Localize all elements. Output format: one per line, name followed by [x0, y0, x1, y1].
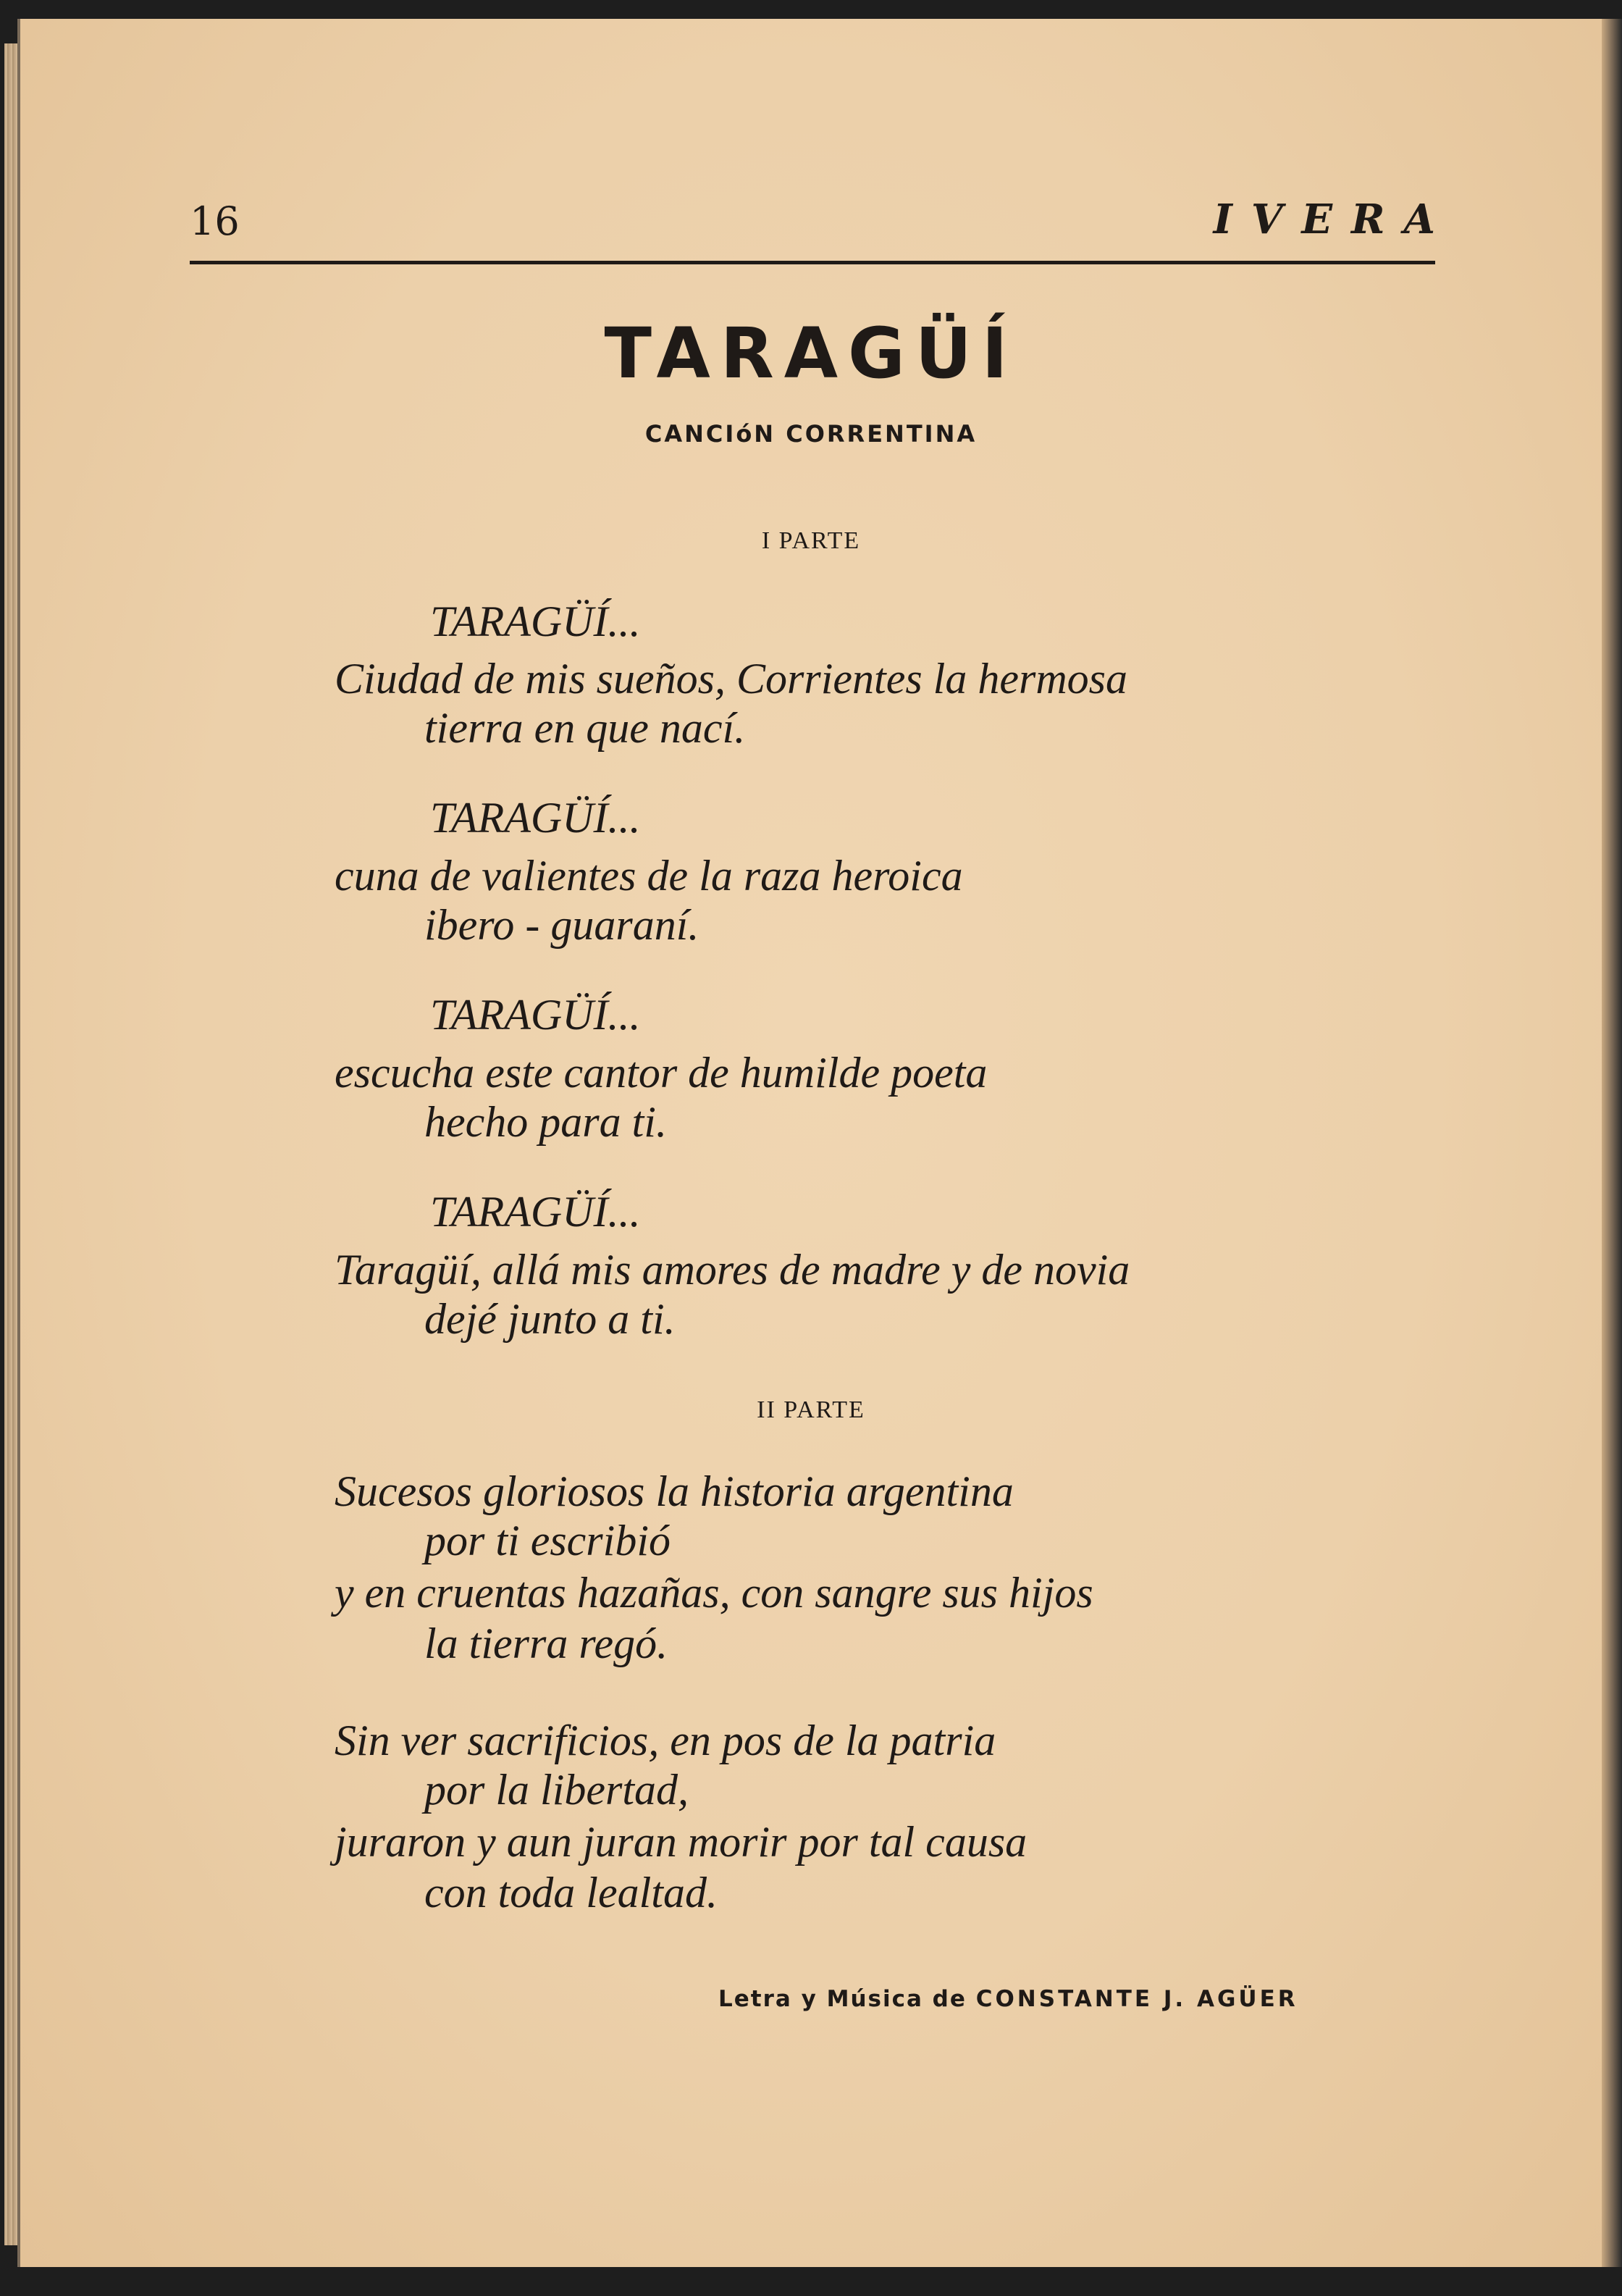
part-two-stanza-2-line-2: por la libertad,	[424, 1766, 689, 1814]
stanza-4-refrain: TARAGÜÍ...	[430, 1188, 641, 1236]
stanza-4-line-2: dejé junto a ti.	[424, 1295, 676, 1343]
page-number: 16	[190, 198, 240, 244]
stanza-2-refrain: TARAGÜÍ...	[430, 794, 641, 842]
stanza-3-line-2: hecho para ti.	[424, 1098, 667, 1146]
stanza-1-line-2: tierra en que nací.	[424, 704, 746, 752]
stanza-1-line-1: Ciudad de mis sueños, Corrientes la hermosa	[335, 655, 1127, 703]
song-credit	[718, 1986, 1298, 2012]
stanza-3-refrain: TARAGÜÍ...	[430, 991, 641, 1039]
part-two-stanza-2-line-1: Sin ver sacrificios, en pos de la patria	[335, 1717, 996, 1764]
part-two-stanza-2-line-4: con toda lealtad.	[424, 1869, 718, 1916]
page-header	[190, 196, 1454, 264]
stanza-2-line-1: cuna de valientes de la raza heroica	[335, 852, 963, 900]
running-head: IVERA	[1213, 196, 1454, 243]
stanza-4-line-1: Taragüí, allá mis amores de madre y de novia	[335, 1246, 1130, 1294]
stanza-1-refrain: TARAGÜÍ...	[430, 598, 641, 645]
part-two-stanza-1-line-3: y en cruentas hazañas, con sangre sus hijos	[335, 1569, 1093, 1617]
stanza-3-line-1: escucha este cantor de humilde poeta	[335, 1049, 988, 1097]
part-two-stanza-1-line-2: por ti escribió	[424, 1517, 671, 1564]
song-subtitle: CANCIóN CORRENTINA	[644, 420, 978, 448]
credit-author: CONSTANTE J. AGÜER	[975, 1986, 1298, 2012]
part-two-label: II PARTE	[757, 1396, 865, 1423]
stanza-2-line-2: ibero - guaraní.	[424, 901, 699, 949]
part-one-label: I PARTE	[761, 527, 861, 554]
song-title: TARAGÜÍ	[604, 313, 1018, 394]
part-two-stanza-2-line-3: juraron y aun juran morir por tal causa	[335, 1818, 1028, 1866]
credit-prefix: Letra y Música de	[718, 1986, 967, 2012]
part-two-stanza-1-line-1: Sucesos gloriosos la historia argentina	[335, 1467, 1014, 1515]
part-two-stanza-1-line-4: la tierra regó.	[424, 1620, 668, 1667]
